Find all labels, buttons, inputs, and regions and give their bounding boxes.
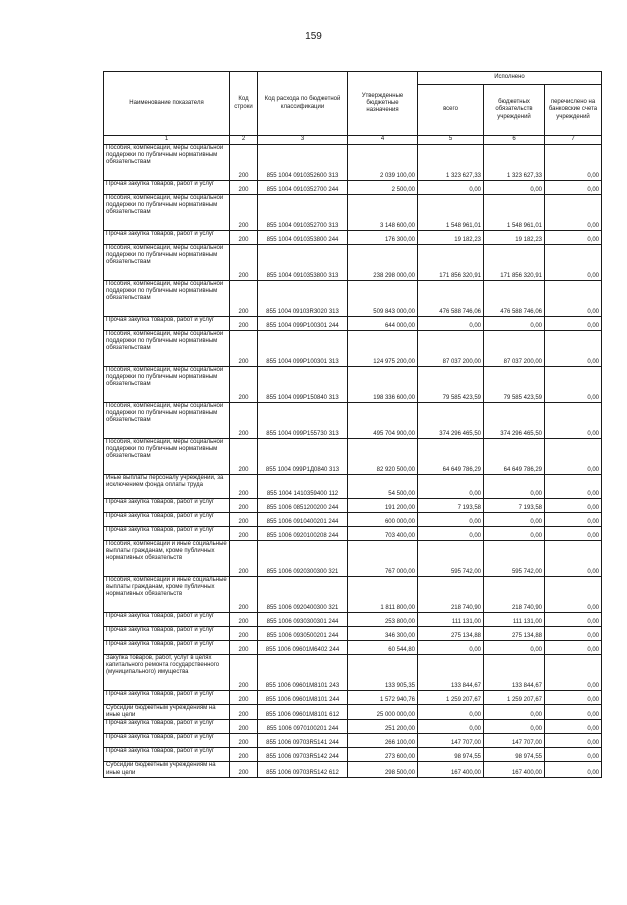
row-line-code: 200 (230, 613, 258, 627)
row-executed-transferred: 0,00 (545, 499, 602, 513)
table-row (104, 613, 602, 627)
row-line-code: 200 (230, 734, 258, 748)
row-name: Прочая закупка товаров, работ и услуг (104, 627, 230, 641)
table-row (104, 655, 602, 691)
table-row (104, 245, 602, 281)
row-executed-obligations: 171 856 320,91 (484, 245, 545, 281)
row-approved: 3 148 600,00 (348, 195, 418, 231)
row-approved: 509 843 000,00 (348, 281, 418, 317)
row-line-code: 200 (230, 655, 258, 691)
row-executed-transferred: 0,00 (545, 367, 602, 403)
table-row (104, 403, 602, 439)
row-line-code: 200 (230, 439, 258, 475)
table-row (104, 762, 602, 777)
column-number: 7 (545, 136, 602, 145)
row-name: Прочая закупка товаров, работ и услуг (104, 641, 230, 655)
row-executed-obligations: 0,00 (484, 641, 545, 655)
row-executed-transferred: 0,00 (545, 403, 602, 439)
row-executed-total: 167 400,00 (418, 762, 484, 777)
table-row (104, 541, 602, 577)
row-executed-transferred: 0,00 (545, 748, 602, 762)
row-budget-code: 855 1006 0910400201 244 (258, 513, 348, 527)
row-executed-obligations: 476 588 746,06 (484, 281, 545, 317)
table-body (104, 145, 602, 778)
row-budget-code: 855 1006 09601M8101 243 (258, 655, 348, 691)
row-budget-code: 855 1006 09703R5141 244 (258, 734, 348, 748)
row-executed-transferred: 0,00 (545, 439, 602, 475)
row-executed-obligations: 0,00 (484, 705, 545, 720)
row-line-code: 200 (230, 231, 258, 245)
row-budget-code: 855 1004 099P155730 313 (258, 403, 348, 439)
table-row (104, 734, 602, 748)
row-executed-obligations: 0,00 (484, 475, 545, 499)
row-budget-code: 855 1006 0970100201 244 (258, 720, 348, 734)
row-budget-code: 855 1006 0851200200 244 (258, 499, 348, 513)
row-approved: 767 000,00 (348, 541, 418, 577)
row-executed-obligations: 19 182,23 (484, 231, 545, 245)
row-executed-obligations: 0,00 (484, 317, 545, 331)
table-row (104, 181, 602, 195)
row-budget-code: 855 1004 099P150840 313 (258, 367, 348, 403)
column-number: 3 (258, 136, 348, 145)
row-line-code: 200 (230, 513, 258, 527)
row-executed-transferred: 0,00 (545, 513, 602, 527)
row-name: Прочая закупка товаров, работ и услуг (104, 231, 230, 245)
column-number: 5 (418, 136, 484, 145)
row-name: Прочая закупка товаров, работ и услуг (104, 748, 230, 762)
row-name: Пособия, компенсации, меры социальной поддержки по публичным нормативным обязательствам (104, 281, 230, 317)
row-executed-obligations: 87 037 200,00 (484, 331, 545, 367)
row-executed-obligations: 111 131,00 (484, 613, 545, 627)
table-row (104, 720, 602, 734)
row-executed-transferred: 0,00 (545, 181, 602, 195)
row-name: Прочая закупка товаров, работ и услуг (104, 691, 230, 705)
row-name: Прочая закупка товаров, работ и услуг (104, 527, 230, 541)
table-row (104, 705, 602, 720)
table-row (104, 475, 602, 499)
row-line-code: 200 (230, 762, 258, 777)
table-row (104, 691, 602, 705)
header-approved: Утвержденные бюджетные назначения (348, 72, 418, 136)
header-budget-code: Код расхода по бюджетной классификации (258, 72, 348, 136)
row-line-code: 200 (230, 281, 258, 317)
row-executed-transferred: 0,00 (545, 762, 602, 777)
row-executed-total: 0,00 (418, 527, 484, 541)
header-executed: Исполнено (418, 72, 602, 85)
row-approved: 2 039 100,00 (348, 145, 418, 181)
row-line-code: 200 (230, 705, 258, 720)
row-line-code: 200 (230, 331, 258, 367)
row-name: Иные выплаты персоналу учреждений, за исключением фонда оплаты труда (104, 475, 230, 499)
row-executed-obligations: 0,00 (484, 527, 545, 541)
row-executed-obligations: 0,00 (484, 720, 545, 734)
table-row (104, 577, 602, 613)
row-executed-obligations: 133 844,67 (484, 655, 545, 691)
row-approved: 191 200,00 (348, 499, 418, 513)
row-executed-obligations: 167 400,00 (484, 762, 545, 777)
row-executed-total: 0,00 (418, 475, 484, 499)
budget-execution-table (103, 71, 602, 778)
row-executed-transferred: 0,00 (545, 691, 602, 705)
row-executed-total: 1 323 627,33 (418, 145, 484, 181)
table-row (104, 331, 602, 367)
row-executed-total: 1 548 961,01 (418, 195, 484, 231)
row-budget-code: 855 1006 0920300300 321 (258, 541, 348, 577)
row-approved: 25 000 000,00 (348, 705, 418, 720)
row-executed-transferred: 0,00 (545, 317, 602, 331)
row-name: Пособия, компенсации и иные социальные выплаты гражданам, кроме публичных нормативных обязательств (104, 541, 230, 577)
row-executed-obligations: 1 548 961,01 (484, 195, 545, 231)
row-name: Пособия, компенсации, меры социальной поддержки по публичным нормативным обязательствам (104, 439, 230, 475)
row-name: Закупка товаров, работ, услуг в целях капитального ремонта государственного (муниципального) имущества (104, 655, 230, 691)
row-executed-transferred: 0,00 (545, 231, 602, 245)
row-line-code: 200 (230, 627, 258, 641)
row-name: Пособия, компенсации, меры социальной поддержки по публичным нормативным обязательствам (104, 245, 230, 281)
row-name: Пособия, компенсации, меры социальной поддержки по публичным нормативным обязательствам (104, 145, 230, 181)
row-executed-total: 171 856 320,91 (418, 245, 484, 281)
row-executed-transferred: 0,00 (545, 720, 602, 734)
table-row (104, 367, 602, 403)
page-number: 159 (305, 31, 322, 42)
row-name: Субсидии бюджетным учреждениям на иные цели (104, 762, 230, 777)
row-budget-code: 855 1006 0930500201 244 (258, 627, 348, 641)
row-executed-obligations: 147 707,00 (484, 734, 545, 748)
row-executed-obligations: 275 134,88 (484, 627, 545, 641)
header-transferred: перечислено на банковские счета учреждений (545, 85, 602, 136)
row-executed-total: 595 742,00 (418, 541, 484, 577)
row-budget-code: 855 1004 099P100301 244 (258, 317, 348, 331)
row-budget-code: 855 1004 1410359400 112 (258, 475, 348, 499)
table-row (104, 641, 602, 655)
row-executed-obligations: 1 259 207,67 (484, 691, 545, 705)
table-row (104, 231, 602, 245)
row-budget-code: 855 1006 09601M6402 244 (258, 641, 348, 655)
table-row (104, 499, 602, 513)
row-executed-total: 7 193,58 (418, 499, 484, 513)
row-approved: 346 300,00 (348, 627, 418, 641)
row-approved: 600 000,00 (348, 513, 418, 527)
row-executed-total: 79 585 423,59 (418, 367, 484, 403)
table-row (104, 439, 602, 475)
row-budget-code: 855 1004 0910352600 313 (258, 145, 348, 181)
row-executed-transferred: 0,00 (545, 705, 602, 720)
row-budget-code: 855 1006 09703R5142 612 (258, 762, 348, 777)
row-executed-obligations: 218 740,90 (484, 577, 545, 613)
row-line-code: 200 (230, 641, 258, 655)
row-executed-total: 0,00 (418, 705, 484, 720)
row-budget-code: 855 1006 0920100208 244 (258, 527, 348, 541)
row-executed-transferred: 0,00 (545, 641, 602, 655)
row-line-code: 200 (230, 245, 258, 281)
row-budget-code: 855 1006 09601M8101 612 (258, 705, 348, 720)
row-executed-total: 0,00 (418, 641, 484, 655)
row-executed-transferred: 0,00 (545, 331, 602, 367)
row-approved: 133 905,35 (348, 655, 418, 691)
row-executed-transferred: 0,00 (545, 245, 602, 281)
table-row (104, 627, 602, 641)
row-line-code: 200 (230, 181, 258, 195)
row-budget-code: 855 1004 099P1Д0840 313 (258, 439, 348, 475)
row-executed-obligations: 595 742,00 (484, 541, 545, 577)
row-executed-transferred: 0,00 (545, 655, 602, 691)
row-approved: 60 544,80 (348, 641, 418, 655)
row-name: Прочая закупка товаров, работ и услуг (104, 181, 230, 195)
row-executed-obligations: 0,00 (484, 181, 545, 195)
row-approved: 644 000,00 (348, 317, 418, 331)
row-line-code: 200 (230, 720, 258, 734)
row-line-code: 200 (230, 527, 258, 541)
header-line-code: Код строки (230, 72, 258, 136)
table-row (104, 527, 602, 541)
table-row (104, 145, 602, 181)
row-line-code: 200 (230, 367, 258, 403)
row-approved: 298 500,00 (348, 762, 418, 777)
row-name: Прочая закупка товаров, работ и услуг (104, 513, 230, 527)
row-approved: 495 704 900,00 (348, 403, 418, 439)
row-executed-transferred: 0,00 (545, 527, 602, 541)
row-line-code: 200 (230, 499, 258, 513)
row-executed-obligations: 1 323 627,33 (484, 145, 545, 181)
row-approved: 251 200,00 (348, 720, 418, 734)
row-executed-total: 0,00 (418, 513, 484, 527)
row-approved: 54 500,00 (348, 475, 418, 499)
row-name: Прочая закупка товаров, работ и услуг (104, 317, 230, 331)
row-approved: 124 975 200,00 (348, 331, 418, 367)
row-budget-code: 855 1006 0920400300 321 (258, 577, 348, 613)
row-executed-total: 0,00 (418, 181, 484, 195)
row-executed-total: 374 296 465,50 (418, 403, 484, 439)
row-executed-transferred: 0,00 (545, 613, 602, 627)
row-executed-total: 1 259 207,67 (418, 691, 484, 705)
row-executed-obligations: 79 585 423,59 (484, 367, 545, 403)
row-executed-obligations: 98 974,55 (484, 748, 545, 762)
row-executed-obligations: 0,00 (484, 513, 545, 527)
row-executed-transferred: 0,00 (545, 195, 602, 231)
table-row (104, 195, 602, 231)
row-approved: 266 100,00 (348, 734, 418, 748)
row-approved: 238 298 000,00 (348, 245, 418, 281)
row-approved: 1 811 800,00 (348, 577, 418, 613)
column-number: 6 (484, 136, 545, 145)
row-line-code: 200 (230, 403, 258, 439)
row-budget-code: 855 1004 0910353800 313 (258, 245, 348, 281)
row-line-code: 200 (230, 691, 258, 705)
row-budget-code: 855 1006 09703R5142 244 (258, 748, 348, 762)
row-name: Пособия, компенсации, меры социальной поддержки по публичным нормативным обязательствам (104, 195, 230, 231)
row-executed-total: 111 131,00 (418, 613, 484, 627)
row-line-code: 200 (230, 541, 258, 577)
row-line-code: 200 (230, 317, 258, 331)
row-executed-total: 87 037 200,00 (418, 331, 484, 367)
row-executed-total: 147 707,00 (418, 734, 484, 748)
header-budget-obligations: бюджетных обязательств учреждений (484, 85, 545, 136)
row-name: Пособия, компенсации, меры социальной поддержки по публичным нормативным обязательствам (104, 331, 230, 367)
row-executed-total: 0,00 (418, 317, 484, 331)
row-name: Прочая закупка товаров, работ и услуг (104, 720, 230, 734)
row-line-code: 200 (230, 577, 258, 613)
row-executed-transferred: 0,00 (545, 734, 602, 748)
row-approved: 1 572 940,76 (348, 691, 418, 705)
row-line-code: 200 (230, 475, 258, 499)
row-name: Прочая закупка товаров, работ и услуг (104, 613, 230, 627)
row-executed-total: 476 588 746,06 (418, 281, 484, 317)
row-name: Пособия, компенсации, меры социальной поддержки по публичным нормативным обязательствам (104, 403, 230, 439)
row-name: Субсидии бюджетным учреждениям на иные цели (104, 705, 230, 720)
row-executed-total: 19 182,23 (418, 231, 484, 245)
table-row (104, 317, 602, 331)
row-executed-total: 133 844,67 (418, 655, 484, 691)
row-name: Пособия, компенсации и иные социальные выплаты гражданам, кроме публичных нормативных обязательств (104, 577, 230, 613)
row-executed-total: 98 974,55 (418, 748, 484, 762)
row-approved: 176 300,00 (348, 231, 418, 245)
row-executed-total: 218 740,90 (418, 577, 484, 613)
row-executed-transferred: 0,00 (545, 577, 602, 613)
row-name: Прочая закупка товаров, работ и услуг (104, 499, 230, 513)
row-line-code: 200 (230, 145, 258, 181)
row-name: Прочая закупка товаров, работ и услуг (104, 734, 230, 748)
row-executed-total: 64 649 786,29 (418, 439, 484, 475)
header-name: Наименование показателя (104, 72, 230, 136)
row-budget-code: 855 1004 09103R3020 313 (258, 281, 348, 317)
row-executed-transferred: 0,00 (545, 627, 602, 641)
row-approved: 703 400,00 (348, 527, 418, 541)
table-row (104, 513, 602, 527)
row-budget-code: 855 1006 0930300301 244 (258, 613, 348, 627)
column-number: 1 (104, 136, 230, 145)
column-number: 2 (230, 136, 258, 145)
column-numbers-row (104, 136, 602, 145)
row-budget-code: 855 1004 0910352700 244 (258, 181, 348, 195)
row-executed-transferred: 0,00 (545, 475, 602, 499)
row-line-code: 200 (230, 748, 258, 762)
row-approved: 2 500,00 (348, 181, 418, 195)
row-budget-code: 855 1004 099P100301 313 (258, 331, 348, 367)
row-budget-code: 855 1004 0910353800 244 (258, 231, 348, 245)
row-executed-obligations: 64 649 786,29 (484, 439, 545, 475)
row-budget-code: 855 1004 0910352700 313 (258, 195, 348, 231)
row-approved: 82 920 500,00 (348, 439, 418, 475)
row-budget-code: 855 1006 09601M8101 244 (258, 691, 348, 705)
row-executed-obligations: 374 296 465,50 (484, 403, 545, 439)
row-executed-total: 275 134,88 (418, 627, 484, 641)
row-name: Пособия, компенсации, меры социальной поддержки по публичным нормативным обязательствам (104, 367, 230, 403)
row-approved: 253 800,00 (348, 613, 418, 627)
row-executed-transferred: 0,00 (545, 145, 602, 181)
header-total: всего (418, 85, 484, 136)
row-executed-total: 0,00 (418, 720, 484, 734)
row-approved: 198 336 600,00 (348, 367, 418, 403)
row-executed-transferred: 0,00 (545, 281, 602, 317)
row-line-code: 200 (230, 195, 258, 231)
table-row (104, 748, 602, 762)
row-approved: 273 600,00 (348, 748, 418, 762)
row-executed-transferred: 0,00 (545, 541, 602, 577)
column-number: 4 (348, 136, 418, 145)
row-executed-obligations: 7 193,58 (484, 499, 545, 513)
table-row (104, 281, 602, 317)
